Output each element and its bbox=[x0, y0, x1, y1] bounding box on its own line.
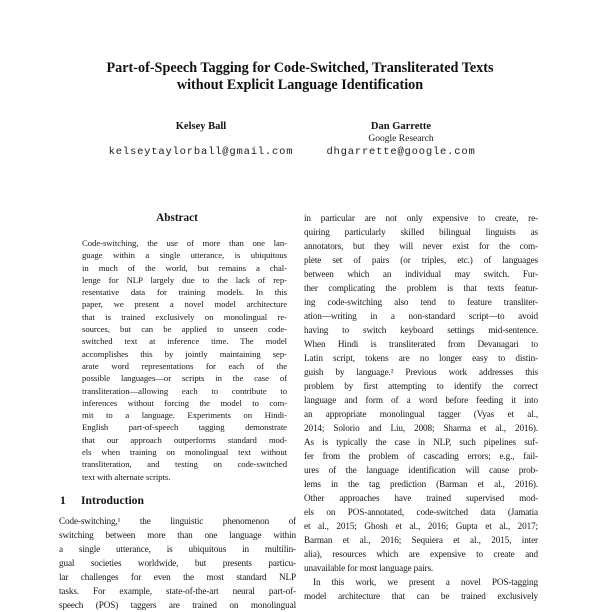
text-line: switched text at inference time. The model bbox=[82, 336, 287, 347]
paper-title-line-2: without Explicit Language Identification bbox=[176, 76, 424, 93]
text-line: model architecture that can be trained exclusively bbox=[304, 591, 538, 601]
section-title: Introduction bbox=[81, 494, 144, 507]
text-line: unavailable for most language pairs. bbox=[304, 563, 434, 573]
text-line: et al., 2015; Ghosh et al., 2016; Gupta et al., 2017; bbox=[304, 521, 538, 531]
text-line: alia), resources which are expensive to create and bbox=[304, 549, 538, 559]
text-line: plete set of pairs (or triples, etc.) of languages bbox=[304, 255, 538, 265]
paper-title-line-1: Part-of-Speech Tagging for Code-Switched, Transliterated Texts bbox=[106, 60, 494, 76]
text-line: Barman et al., 2016; Sequiera et al., 2015, inter bbox=[304, 535, 538, 545]
text-line: in much of the world, but remains a chal- bbox=[82, 262, 287, 273]
text-line: having to switch keyboard settings mid-sentence. bbox=[304, 325, 538, 335]
text-line: that is trained exclusively on monolingual re- bbox=[82, 311, 287, 322]
text-line: accomplishes this by jointly maintaining sep- bbox=[82, 348, 287, 359]
text-line: lems in the tag prediction (Barman et al., 2016). bbox=[304, 479, 538, 489]
text-line: an appropriate monolingual tagger (Vyas et al., bbox=[304, 409, 538, 419]
text-line: transliteration, and testing on code-switched bbox=[82, 459, 287, 470]
text-line: switching between more than one language within bbox=[59, 530, 296, 540]
text-line: Code-switching,¹ the linguistic phenomenon of bbox=[59, 516, 296, 526]
text-line: In this work, we present a novel POS-tagging bbox=[313, 577, 538, 587]
text-line: in particular are not only expensive to create, re- bbox=[304, 213, 538, 223]
text-line: lenge for NLP largely due to the lack of rep- bbox=[82, 274, 287, 285]
author-block-dan-garrette bbox=[291, 120, 511, 158]
text-line: paper, we present a novel model architecture bbox=[82, 299, 287, 310]
author-email: dhgarrette@google.com bbox=[326, 146, 476, 158]
text-line: As is typically the case in NLP, such pipelines suf- bbox=[304, 437, 538, 447]
author-affiliation bbox=[91, 133, 311, 146]
text-line: text with alternate scripts. bbox=[82, 471, 171, 482]
abstract-text bbox=[82, 237, 287, 483]
right-column-paragraph-1 bbox=[304, 211, 538, 575]
author-name: Kelsey Ball bbox=[175, 121, 227, 132]
paper-title bbox=[0, 60, 600, 93]
text-line: gual societies worldwide, but presents particu- bbox=[59, 558, 296, 568]
text-line: els on POS-annotated, code-switched data (Jamatia bbox=[304, 507, 538, 517]
text-line: lar challenges for even the most standard NLP bbox=[59, 572, 296, 582]
text-line: sources, but can be applied to unseen code- bbox=[82, 324, 287, 335]
author-name: Dan Garrette bbox=[370, 121, 432, 132]
text-line: quiring particularly skilled bilingual linguists as bbox=[304, 227, 538, 237]
text-line: transliteration—allowing each to contribute to bbox=[82, 385, 287, 396]
text-line: Other approaches have trained supervised mod- bbox=[304, 493, 538, 503]
section-number: 1 bbox=[60, 494, 66, 507]
author-affiliation: Google Research bbox=[368, 134, 434, 144]
abstract-heading: Abstract bbox=[156, 212, 198, 224]
clipped-text-line: speech (POS) taggers are trained on monolingual bbox=[59, 600, 296, 610]
right-column-text bbox=[304, 211, 538, 603]
text-line: English part-of-speech tagging demonstrate bbox=[82, 422, 287, 433]
text-line: problem by first attempting to identify the correct bbox=[304, 381, 538, 391]
text-line: possible languages—or scripts in the case of bbox=[82, 373, 287, 384]
text-line: tasks. For example, state-of-the-art neural part-of- bbox=[59, 586, 296, 596]
text-line: Latin script, tokens are no longer easy to distin- bbox=[304, 353, 538, 363]
text-line: annotators, but they will never exist for the com- bbox=[304, 241, 538, 251]
text-line: ing code-switching also tend to feature transliter- bbox=[304, 297, 538, 307]
right-column-paragraph-2 bbox=[304, 575, 538, 603]
author-block-kelsey-ball bbox=[91, 120, 311, 158]
text-line: Code-switching, the use of more than one lan- bbox=[82, 238, 287, 248]
text-line: guish by language.² Previous work addresses this bbox=[304, 367, 538, 377]
introduction-lines bbox=[59, 514, 296, 598]
text-line: a single utterance, is ubiquitous in multilin- bbox=[59, 544, 296, 554]
text-line: resentative data for training models. In this bbox=[82, 287, 287, 298]
section-heading-introduction bbox=[60, 494, 296, 507]
text-line: ures of the language identification will cause prob- bbox=[304, 465, 538, 475]
text-line: arate word representations for each of the bbox=[82, 360, 287, 371]
text-line: ation—writing in a non-standard script—to avoid bbox=[304, 311, 538, 321]
text-line: between which an individual may switch. Fur- bbox=[304, 269, 538, 279]
text-line: When Hindi is transliterated from Devanagari to bbox=[304, 339, 538, 349]
text-line: ther complicating the problem is that texts featur- bbox=[304, 283, 538, 293]
text-line: mit to a language. Experiments on Hindi- bbox=[82, 410, 287, 421]
text-line: guage within a single utterance, is ubiquitous bbox=[82, 250, 287, 261]
text-line: fer from the problem of cascading errors; e.g., fail- bbox=[304, 451, 538, 461]
text-line: language and form of a word before feeding it into bbox=[304, 395, 538, 405]
text-line: 2014; Solorio and Liu, 2008; Sharma et al., 2016). bbox=[304, 423, 538, 433]
text-line: inferences without forcing the model to com- bbox=[82, 397, 287, 408]
text-line: els when training on monolingual text without bbox=[82, 447, 287, 458]
text-line: that our approach outperforms standard mod- bbox=[82, 434, 287, 445]
introduction-text bbox=[59, 514, 296, 612]
author-email: kelseytaylorball@gmail.com bbox=[108, 146, 294, 158]
